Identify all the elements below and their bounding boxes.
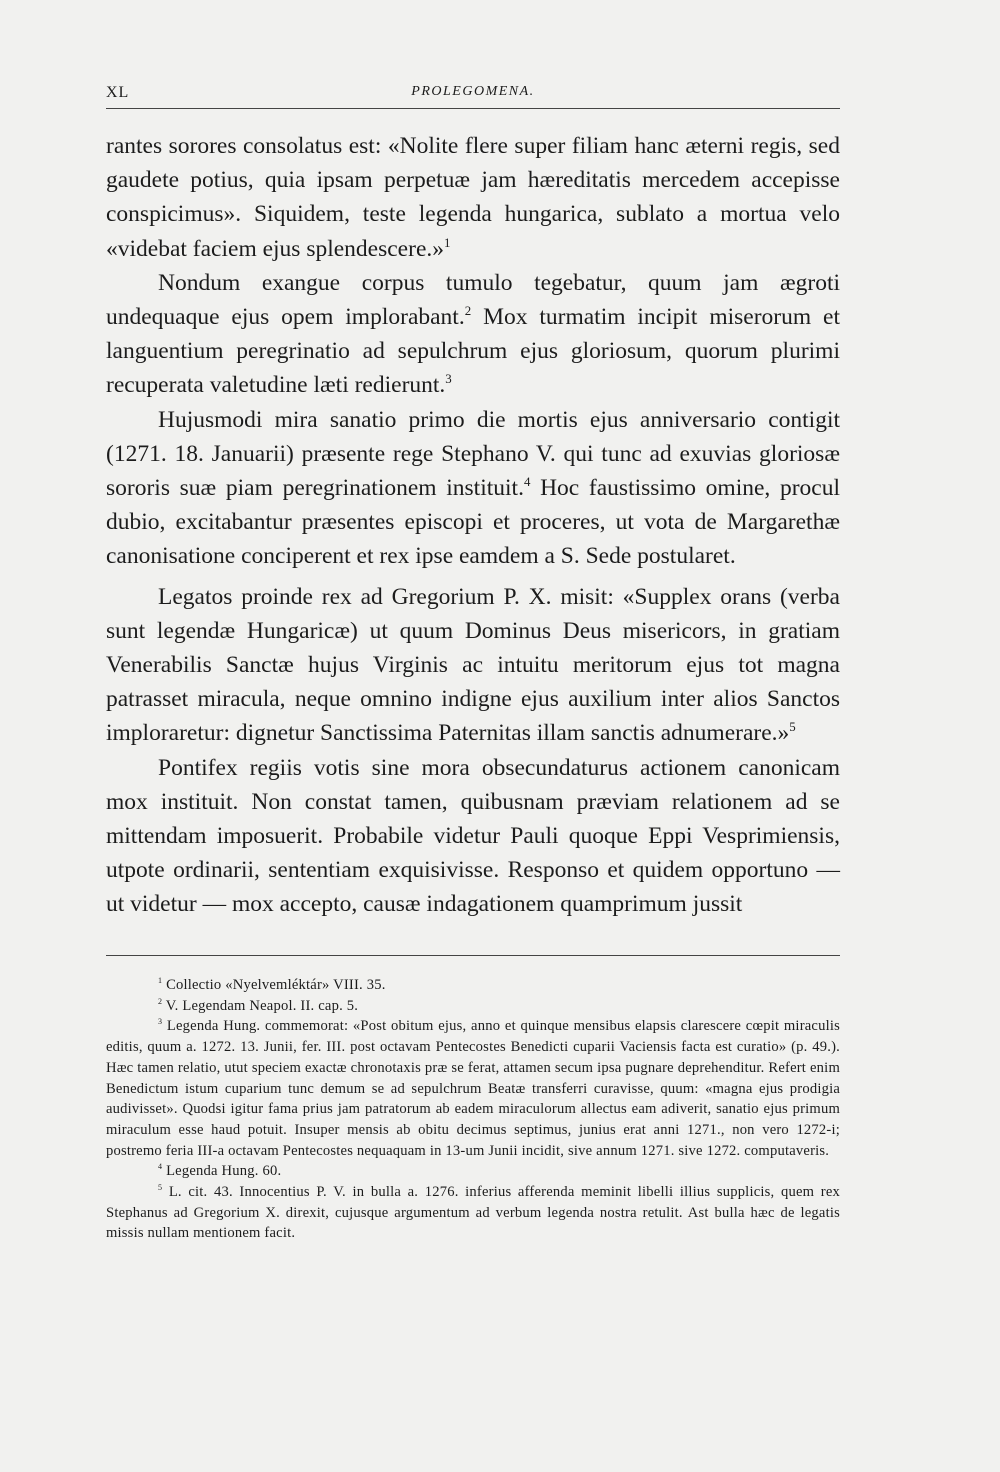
footnote-1-text: Collectio «Nyelvemléktár» VIII. 35. xyxy=(162,977,386,993)
footnote-5 xyxy=(106,1182,840,1244)
footnote-ref-4: 4 xyxy=(523,474,531,490)
footnote-ref-3: 3 xyxy=(445,371,452,387)
header-rule xyxy=(106,108,840,109)
footnotes xyxy=(106,975,840,1244)
footnote-mark-5: 5 xyxy=(158,1183,163,1193)
footnote-ref-5: 5 xyxy=(789,719,796,735)
paragraph-3-text-b: Hoc faustissimo omine, procul dubio, excitabantur præsentes episcopi et proceres, ut vota de Margarethæ canonisatione conciperent et rex ipse eamdem a S. Sede postularet. xyxy=(106,475,840,570)
paragraph-3-text-a: Hujusmodi mira sanatio primo die mortis ejus anniversario contigit (1271. 18. Januarii) præsente rege Stephano V. qui tunc ad exuvias gloriosæ sororis suæ piam peregrinationem instituit. xyxy=(106,406,840,502)
paragraph-5 xyxy=(106,751,840,922)
footnote-mark-3: 3 xyxy=(158,1017,163,1027)
page-header xyxy=(106,84,840,106)
footnote-4-text: Legenda Hung. 60. xyxy=(162,1163,282,1180)
paragraph-2-text-a: Nondum exangue corpus tumulo tegebatur, quum jam ægroti undequaque ejus opem implorabant. xyxy=(106,269,840,331)
running-title: PROLEGOMENA. xyxy=(411,84,535,99)
paragraph-1 xyxy=(106,129,840,266)
footnote-ref-1: 1 xyxy=(444,234,451,250)
footnote-3 xyxy=(106,1016,840,1161)
footnote-ref-2: 2 xyxy=(464,303,472,319)
page-number: XL xyxy=(106,84,130,101)
paragraph-2 xyxy=(106,266,840,403)
footnote-5-text: L. cit. 43. Innocentius P. V. in bulla a. 1276. inferius afferenda meminit libelli illius supplicis, quem rex Stephanus ad Gregorium X. direxit, cujusque argumentum ad verbum legenda nostra retulit. Ast bulla hæc de legatis missis nullam mentionem facit. xyxy=(106,1184,840,1242)
footnote-4 xyxy=(106,1161,840,1182)
paragraph-1-text: rantes sorores consolatus est: «Nolite flere super filiam hanc æterni regis, sed gaudete potius, quia ipsam perpetuæ jam hæreditatis mercedem accepisse conspicimus». Siquidem, teste legenda hungarica, sublato a mortua velo «videbat faciem ejus splendescere.» xyxy=(106,133,840,262)
paragraph-3 xyxy=(106,403,840,574)
footnote-rule xyxy=(106,955,840,956)
footnote-3-text: Legenda Hung. commemorat: «Post obitum ejus, anno et quinque mensibus elapsis clarescere cœpit miraculis editis, quum a. 1272. 13. Junii, fer. III. post octavam Pentecostes Benedicti cuparii Vaciensis facta est curatio» (p. 49.). Hæc tamen relatio, utut speciem exactæ chronotaxis præ se ferat, attamen secum ipsa pugnare deprehenditur. Refert enim Benedictum istum cuparium tunc demum se ad sepulchrum Beatæ transferri curavisse, quum: «magna ejus prodigia audivisset». Quodsi igitur fama prius jam patratorum ab eadem miraculorum allectus eam adiverit, sanatio ejus primum miraculum esse haud potuit. Insuper mensis ab obitu decimus septimus, junius erat anni 1271., non vero 1272-i; postremo feria III-a octavam Pentecostes nequaquam in 13-um Junii incidit, sive annum 1271. sive 1272. computaveris. xyxy=(106,1018,840,1159)
footnote-2 xyxy=(106,996,840,1017)
footnote-1 xyxy=(106,975,840,996)
footnote-mark-2: 2 xyxy=(158,996,163,1006)
paragraph-4 xyxy=(106,580,840,751)
footnote-mark-1: 1 xyxy=(158,976,163,986)
main-text xyxy=(106,129,840,922)
paragraph-5-text: Pontifex regiis votis sine mora obsecundaturus actionem canonicam mox instituit. Non constat tamen, quibusnam præviam relationem ad se mittendam imposuerit. Probabile videtur Pauli quoque Eppi Vesprimiensis, utpote ordinarii, sententiam exquisivisse. Responso et quidem opportuno — ut videtur — mox accepto, causæ indagationem quamprimum jussit xyxy=(106,754,840,918)
footnote-mark-4: 4 xyxy=(158,1162,163,1172)
paragraph-4-text: Legatos proinde rex ad Gregorium P. X. misit: «Supplex orans (verba sunt legendæ Hungaricæ) ut quum Dominus Deus misericors, in gratiam Venerabilis Sanctæ hujus Virginis ac intuitu meritorum ejus tot magna patrasset miracula, neque omnino indigne ejus auxilium inter alios Sanctos imploraretur: dignetur Sanctissima Paternitas illam sanctis adnumerare.» xyxy=(106,583,840,747)
footnote-2-text: V. Legendam Neapol. II. cap. 5. xyxy=(162,997,359,1014)
paragraph-2-text-b: Mox turmatim incipit miserorum et languentium peregrinatio ad sepulchrum ejus gloriosum, quorum plurimi recuperata valetudine læti redierunt. xyxy=(106,304,840,399)
